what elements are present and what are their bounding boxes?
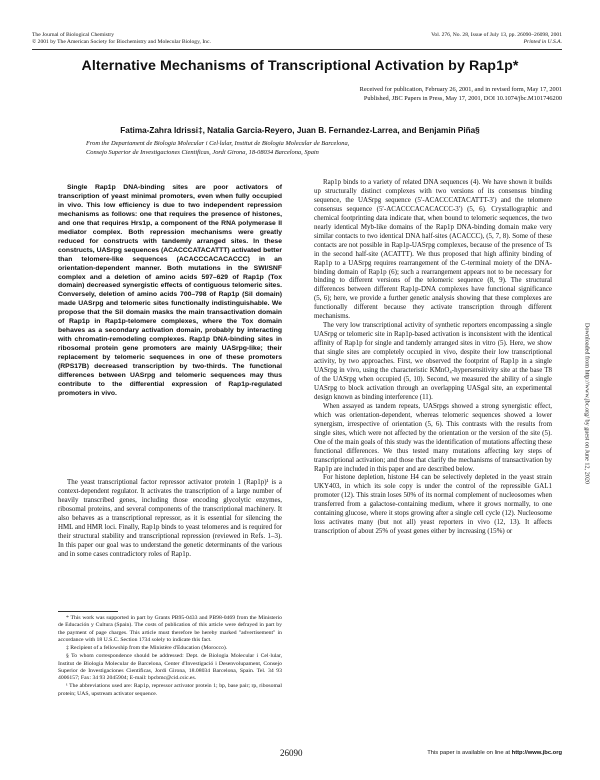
paper-title: Alternative Mechanisms of Transcriptional Activation by Rap1p* xyxy=(81,58,519,74)
printed-in: Printed in U.S.A. xyxy=(523,39,562,45)
abstract xyxy=(58,184,282,399)
copyright-line: © 2001 by The American Society for Biochemistry and Molecular Biology, Inc. xyxy=(32,39,211,45)
author-list: Fatima-Zahra Idrissi‡, Natalia Garcia-Reyero, Juan B. Fernandez-Larrea, and Benjamin Piña§ xyxy=(120,126,480,135)
abstract-text: Single Rap1p DNA-binding sites are poor activators of transcription of yeast minimal promoters, even when fully occupied in vivo. This low efficiency is due to two independent repression mechanisms as follows: one that requires the presence of histones, and one that requires Hrs1p, a component of the RNA polymerase II mediator complex. Both repression mechanisms were greatly reduced for constructs with tandemly arranged sites. In these constructs, UASrpg sequences (ACACCCATACATTT) activated better than telomere-like sequences (ACACCCACACACCC) in an orientation-dependent manner. Both mutations in the SWI/SNF complex and a deletion of amino acids 597–629 of Rap1p (Tox domain) decreased synergistic effects of contiguous telomeric sites. Conversely, deletion of amino acids 700–798 of Rap1p (Sil domain) made UASrpg and telomeric sites functionally indistinguishable. We propose that the Sil domain masks the main transactivation domain of Rap1p in Rap1p-telomere complexes, where the Tox domain behaves as a secondary activation domain, probably by interacting with chromatin-remodeling complexes. Rap1p DNA-binding sites in ribosomal protein gene promoters are mainly UASrpg-like; their replacement by telomeric sequences in one of these promoters (RPS17B) decreased transcription by two-thirds. The functional differences between UASrpg and telomeric sequences may thus contribute to the differential expression of Rap1p-regulated promoters in vivo. xyxy=(58,184,282,397)
footnote-funding: * This work was supported in part by Grants PB95-0433 and PB98-0469 from the Ministerio de Educación y Cultura (Spain). The costs of publication of this article were defrayed in part by the payment of page charges. This article must therefore be hereby marked "advertisement" in accordance with 18 U.S.C. Section 1734 solely to indicate this fact. xyxy=(58,615,282,643)
affiliation-line-1: From the Departament de Biologia Molecular i Cel·lular, Institut de Biologia Molecular de Barcelona, xyxy=(86,140,350,147)
journal-header xyxy=(32,32,211,46)
issue-info: Vol. 276, No. 28, Issue of July 13, pp. 26090–26098, 2001 xyxy=(431,32,562,38)
header-rule xyxy=(32,49,562,50)
right-column xyxy=(314,178,552,536)
online-note xyxy=(427,750,562,756)
journal-link[interactable]: http://www.jbc.org xyxy=(511,750,562,756)
online-note-text: This paper is available on line at xyxy=(427,750,512,756)
intro-paragraph: The yeast transcriptional factor repressor activator protein 1 (Rap1p)¹ is a context-dependent regulator. It activates the transcription of a large number of heavily transcribed genes, including those encoding glycolytic enzymes, ribosomal proteins, and several components of the transcriptional machinery. It also behaves as a transcriptional repressor, as it is essential for silencing the HML and HMR loci. Finally, Rap1p binds to yeast telomeres and is required for their structural stability and transcriptional repression (reviewed in Refs. 1–3). In this paper our goal was to understand the genetic determinants of the various and in some cases contradictory roles of Rap1p. xyxy=(58,478,282,558)
download-watermark: Downloaded from http://www.jbc.org/ by guest on June 12, 2020 xyxy=(583,322,591,485)
footnote-abbreviations: ¹ The abbreviations used are: Rap1p, repressor activator protein 1; bp, base pair; rp, ribosomal protein; UAS, upstream activator sequence. xyxy=(58,683,282,697)
page-number: 26090 xyxy=(280,748,303,758)
affiliation-line-2: Consejo Superior de Investigaciones Cientificas, Jordi Girona, 18-08034 Barcelona, Spain xyxy=(86,148,319,156)
footnote-correspondence: § To whom correspondence should be addressed: Dept. de Biologia Molecular i Cel·lular, Institut de Biologia Molecular de Barcelona, Center d'Investigació i Desenvolupament, Consejo Superior de Investigaciones Cientificas, Jordi Girona, 18.08034 Barcelona, Spain. Tel. 34 93 4006157; Fax: 34 93 2045904; E-mail: bpcbmc@cid.csic.es. xyxy=(58,653,282,681)
footnote-fellowship: ‡ Recipient of a fellowship from the Ministère d'Education (Morocco). xyxy=(66,645,228,651)
issue-header xyxy=(431,32,562,46)
body-paragraph: The very low transcriptional activity of synthetic reporters encompassing a single UASrpg or telomeric site in Rap1p-based activation is inconsistent with the identical affinity of Rap1p for single and tandemly arranged sites in vitro (5). Here, we show that single sites are completely occupied in vivo, despite their low transcriptional activity, by two approaches. First, we observed the footprint of Rap1p in a single UASrpg in vivo, using the characteristic KMnO₄-hypersensitivity site at the base T8 of the UASrpg when occupied (5, 10). Second, we measured the ability of a single UASrpg to block activation through an overlapping UASgal site, an experimental design known as binding interference (11). xyxy=(314,321,552,401)
received-info xyxy=(142,86,562,103)
body-paragraph: Rap1p binds to a variety of related DNA sequences (4). We have shown it builds up structurally distinct complexes with two versions of its consensus binding sequence, the UASrpg sequence (5′-ACACCCATACATTT-3′) and the telomere consensus sequence (5′-ACACCCACACACCC-3′) (5, 6). Crystallographic and chemical footprinting data indicate that, when bound to telomeric sequences, the two nearly identical Myb-like domains of the Rap1p DNA-binding domain make very similar contacts to two identical DNA half-sites (ACACCC), (5, 7, 8). Some of these contacts are not possible in Rap1p-UASrpg complexes, because of the presence of Ts in the second half-site (ACATTT). We thus proposed that high affinity binding of Rap1p to a UASrpg requires rearrangement of the C-terminal moiety of the DNA-binding domain of Rap1p (6); such a rearrangement appears not to be necessary for binding to different versions of the telomeric sequence (8, 9). The structural differences between different Rap1p-DNA complexes have functional significance (5, 6); here, we provide a further genetic analysis showing that these complexes are functionally different because they activate transcription through different mechanisms. xyxy=(314,178,552,321)
body-paragraph: For histone depletion, histone H4 can be selectively depleted in the yeast strain UKY403, in which its sole copy is under the control of the repressible GAL1 promoter (12). This strain loses 50% of its normal complement of nucleosomes when transferred from a galactose-containing medium, where it grows normally, to one containing glucose, where it stops growing after a single cell cycle (12). Nucleosome loss activates many (but not all) yeast reporters in vivo (12, 13). It affects transcription of about 25% of yeast genes either by increasing (15%) or xyxy=(314,473,552,536)
affiliation xyxy=(86,140,526,157)
footnote-rule xyxy=(58,611,118,612)
footnotes xyxy=(58,615,282,699)
body-paragraph: When assayed as tandem repeats, UASrpgs showed a strong synergistic effect, which was orientation-dependent, whereas telomeric sequences showed a lower synergism, irrespective of orientation (5, 6). This contrasts with the results from single sites, which were not affected by the orientation or the version of the site (5). One of the main goals of this study was the identification of mutations affecting these functional differences. We thus tested many mutations affecting key steps of transcriptional activation; and those that clarify the mechanisms of transactivation by Rap1p are included in this paper and are described below. xyxy=(314,401,552,473)
published-line: Published, JBC Papers in Press, May 17, 2001, DOI 10.1074/jbc.M101746200 xyxy=(363,94,562,102)
journal-name: The Journal of Biological Chemistry xyxy=(32,32,115,38)
introduction xyxy=(58,478,282,559)
received-line: Received for publication, February 26, 2001, and in revised form, May 17, 2001 xyxy=(359,86,562,93)
